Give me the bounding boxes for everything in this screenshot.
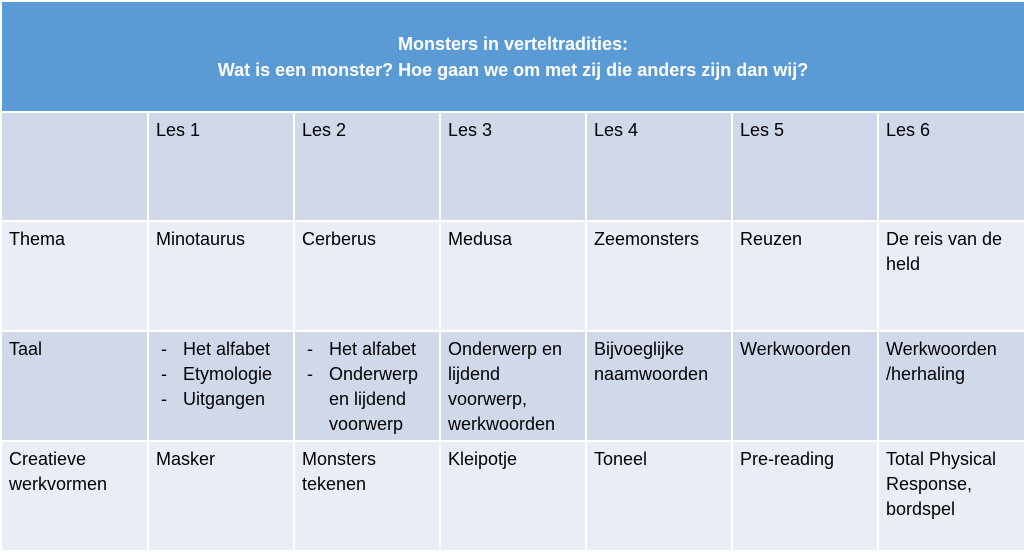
list-item: - Het alfabet [156, 337, 285, 362]
table-title [1, 1, 1024, 112]
lesson-header-5: Les 5 [732, 112, 878, 221]
thema-cell-5: Reuzen [732, 221, 878, 331]
thema-row [1, 221, 1024, 331]
taal-list-2 [302, 337, 431, 437]
lesson-header-1: Les 1 [148, 112, 294, 221]
taal-cell-4: Bijvoeglijke naamwoorden [586, 331, 732, 441]
taal-cell-3: Onderwerp en lijdend voorwerp, werkwoorden [440, 331, 586, 441]
title-line-1: Monsters in verteltradities: [397, 33, 629, 54]
title-row [1, 1, 1024, 112]
list-item: - Onderwerp en lijdend voorwerp [302, 362, 431, 437]
list-item: - Etymologie [156, 362, 285, 387]
taal-list-1 [156, 337, 285, 412]
taal-cell-6: Werkwoorden /herhaling [878, 331, 1024, 441]
creatief-cell-5: Pre-reading [732, 441, 878, 551]
thema-cell-6: De reis van de held [878, 221, 1024, 331]
list-item: - Uitgangen [156, 387, 285, 412]
lesson-header-2: Les 2 [294, 112, 440, 221]
creatief-cell-3: Kleipotje [440, 441, 586, 551]
list-item: - Het alfabet [302, 337, 431, 362]
taal-row [1, 331, 1024, 441]
row-label-thema: Thema [1, 221, 148, 331]
corner-cell [1, 112, 148, 221]
row-label-creatief: Creatieve werkvormen [1, 441, 148, 551]
thema-cell-4: Zeemonsters [586, 221, 732, 331]
creatief-row [1, 441, 1024, 551]
lesson-header-3: Les 3 [440, 112, 586, 221]
taal-cell-2 [294, 331, 440, 441]
lessons-header-row [1, 112, 1024, 221]
taal-cell-5: Werkwoorden [732, 331, 878, 441]
taal-cell-1 [148, 331, 294, 441]
thema-cell-2: Cerberus [294, 221, 440, 331]
title-line-2: Wat is een monster? Hoe gaan we om met zij die anders zijn dan wij? [217, 59, 809, 80]
creatief-cell-2: Monsters tekenen [294, 441, 440, 551]
creatief-cell-1: Masker [148, 441, 294, 551]
thema-cell-1: Minotaurus [148, 221, 294, 331]
thema-cell-3: Medusa [440, 221, 586, 331]
lesson-header-6: Les 6 [878, 112, 1024, 221]
creatief-cell-4: Toneel [586, 441, 732, 551]
row-label-taal: Taal [1, 331, 148, 441]
creatief-cell-6: Total Physical Response, bordspel [878, 441, 1024, 551]
lesson-header-4: Les 4 [586, 112, 732, 221]
